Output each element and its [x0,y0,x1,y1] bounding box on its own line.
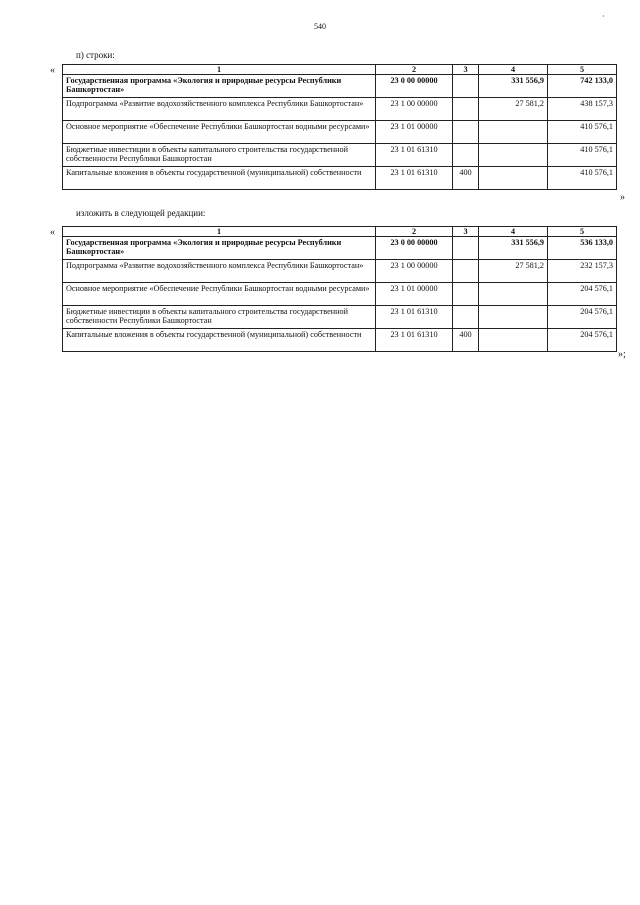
row-value-5: 742 133,0 [548,75,617,98]
row-value-5: 232 157,3 [548,260,617,283]
table-row [63,75,617,98]
row-value-4: 331 556,9 [479,237,548,260]
row-value-5: 438 157,3 [548,98,617,121]
row-code: 23 1 01 61310 [376,167,453,190]
header-col-2: 2 [376,227,453,237]
table-header-row [63,65,617,75]
row-code: 23 1 01 61310 [376,144,453,167]
row-code: 23 1 00 00000 [376,260,453,283]
header-col-5: 5 [548,227,617,237]
table-row [63,306,617,329]
row-kind [453,260,479,283]
header-col-3: 3 [453,227,479,237]
row-kind [453,98,479,121]
section2-table [62,226,617,352]
row-name: Государственная программа «Экология и природные ресурсы Республики Башкортостан» [63,237,376,260]
row-kind [453,237,479,260]
row-kind: 400 [453,167,479,190]
header-col-1: 1 [63,65,376,75]
row-value-5: 204 576,1 [548,306,617,329]
row-code: 23 1 01 61310 [376,306,453,329]
row-code: 23 1 01 00000 [376,283,453,306]
header-col-4: 4 [479,227,548,237]
table-row [63,237,617,260]
row-code: 23 1 00 00000 [376,98,453,121]
table-row [63,260,617,283]
row-value-4 [479,144,548,167]
row-value-5: 410 576,1 [548,121,617,144]
row-code: 23 0 00 00000 [376,75,453,98]
row-value-4 [479,283,548,306]
row-value-4: 27 581,2 [479,260,548,283]
table-header-row [63,227,617,237]
table-row [63,98,617,121]
row-code: 23 0 00 00000 [376,237,453,260]
row-value-4: 331 556,9 [479,75,548,98]
table-row [63,283,617,306]
row-name: Бюджетные инвестиции в объекты капитального строительства государственной собственности Республики Башкортостан [63,144,376,167]
row-name: Основное мероприятие «Обеспечение Республики Башкортостан водными ресурсами» [63,283,376,306]
header-col-2: 2 [376,65,453,75]
row-name: Капитальные вложения в объекты государственной (муниципальной) собственности [63,329,376,352]
row-code: 23 1 01 61310 [376,329,453,352]
header-col-4: 4 [479,65,548,75]
row-value-4: 27 581,2 [479,98,548,121]
row-name: Подпрограмма «Развитие водохозяйственного комплекса Республики Башкортостан» [63,260,376,283]
section2-open-quote: « [50,227,55,238]
row-value-5: 536 133,0 [548,237,617,260]
row-kind [453,283,479,306]
row-name: Основное мероприятие «Обеспечение Республики Башкортостан водными ресурсами» [63,121,376,144]
row-value-4 [479,306,548,329]
header-col-3: 3 [453,65,479,75]
row-value-5: 204 576,1 [548,329,617,352]
row-kind [453,75,479,98]
row-value-5: 410 576,1 [548,144,617,167]
row-kind [453,121,479,144]
row-value-5: 204 576,1 [548,283,617,306]
row-value-4 [479,121,548,144]
section1-intro: п) строки: [76,50,115,60]
table-row [63,167,617,190]
section1-close-quote: » [620,192,625,203]
row-kind: 400 [453,329,479,352]
section2-intro: изложить в следующей редакции: [76,208,206,218]
row-name: Государственная программа «Экология и природные ресурсы Республики Башкортостан» [63,75,376,98]
section1-open-quote: « [50,65,55,76]
corner-mark: · [602,12,605,21]
row-kind [453,144,479,167]
row-value-4 [479,329,548,352]
table-row [63,144,617,167]
row-name: Капитальные вложения в объекты государственной (муниципальной) собственности [63,167,376,190]
row-code: 23 1 01 00000 [376,121,453,144]
section2-close-quote: »; [618,349,626,360]
row-kind [453,306,479,329]
row-value-5: 410 576,1 [548,167,617,190]
header-col-5: 5 [548,65,617,75]
section1-table [62,64,617,190]
row-name: Бюджетные инвестиции в объекты капитального строительства государственной собственности Республики Башкортостан [63,306,376,329]
row-value-4 [479,167,548,190]
header-col-1: 1 [63,227,376,237]
table-row [63,121,617,144]
table-row [63,329,617,352]
row-name: Подпрограмма «Развитие водохозяйственного комплекса Республики Башкортостан» [63,98,376,121]
page-number: 540 [314,22,326,31]
